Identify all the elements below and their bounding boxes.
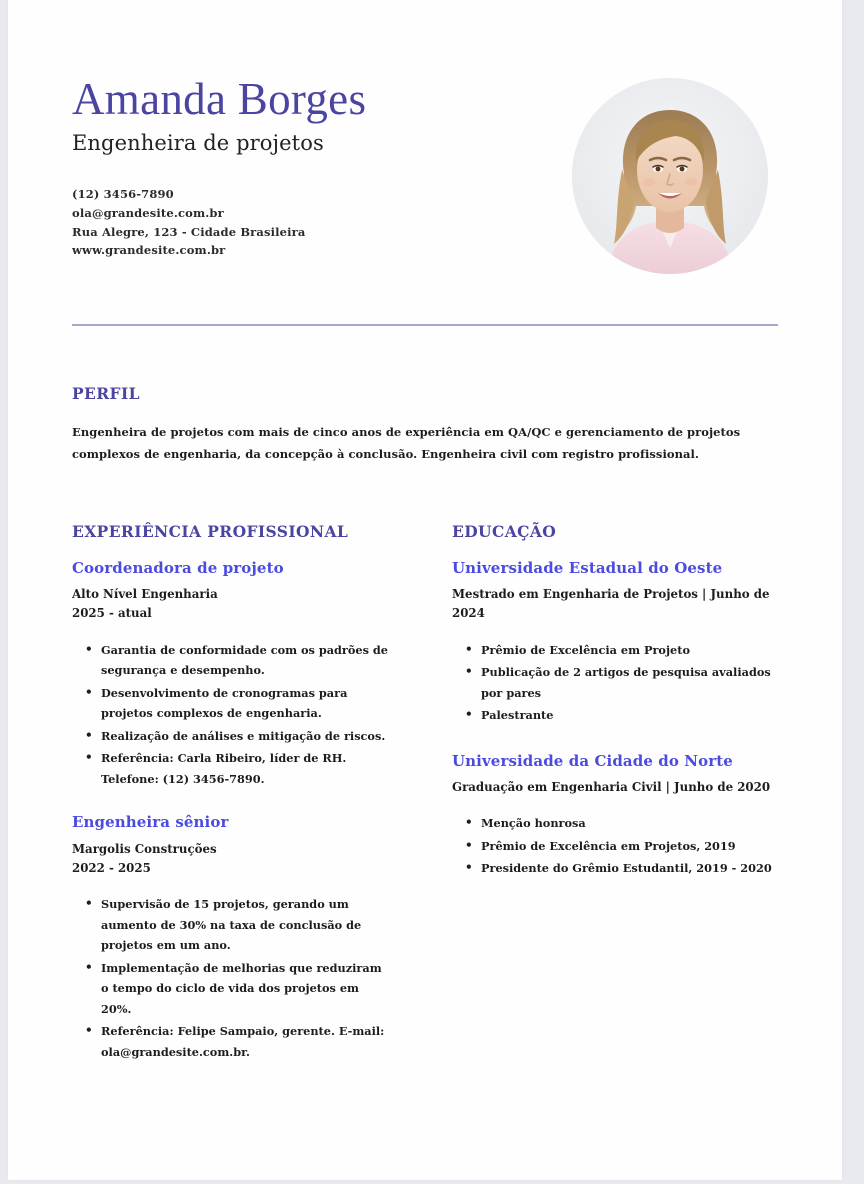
education-entry-degree: Graduação em Engenharia Civil | Junho de 2020 bbox=[452, 780, 771, 795]
education-entry-degree: Mestrado em Engenharia de Projetos | Junho de 2024 bbox=[452, 587, 770, 621]
section-heading-experiencia: EXPERIÊNCIA PROFISSIONAL bbox=[72, 521, 349, 541]
education-entry-bullets bbox=[452, 640, 772, 726]
list-item: • Referência: Carla Ribeiro, líder de RH. Telefone: (12) 3456-7890. bbox=[89, 748, 392, 789]
contact-email: ola@grandesite.com.br bbox=[72, 205, 224, 220]
experience-entry-title: Engenheira sênior bbox=[72, 813, 229, 832]
education-column bbox=[452, 522, 772, 881]
experience-entry bbox=[72, 813, 392, 1062]
experience-entry-bullets bbox=[72, 640, 392, 790]
contact-phone: (12) 3456-7890 bbox=[72, 187, 174, 202]
section-heading-educacao: EDUCAÇÃO bbox=[452, 521, 557, 541]
list-item: • Menção honrosa bbox=[469, 813, 772, 834]
experience-entry-bullets bbox=[72, 894, 392, 1062]
profile-photo-illustration bbox=[572, 78, 768, 274]
page-title: Amanda Borges bbox=[72, 74, 367, 124]
experience-entry-company: Margolis Construções bbox=[72, 841, 217, 856]
list-item: • Desenvolvimento de cronogramas para projetos complexos de engenharia. bbox=[89, 683, 392, 724]
body-columns bbox=[72, 522, 778, 1065]
resume-header bbox=[72, 62, 778, 280]
contact-website: www.grandesite.com.br bbox=[72, 243, 226, 258]
list-item: • Garantia de conformidade com os padrões de segurança e desempenho. bbox=[89, 640, 392, 681]
education-entry-school: Universidade Estadual do Oeste bbox=[452, 558, 723, 577]
profile-section bbox=[72, 384, 778, 466]
experience-entry bbox=[72, 559, 392, 790]
list-item: • Prêmio de Excelência em Projetos, 2019 bbox=[469, 836, 772, 857]
education-entry bbox=[452, 559, 772, 726]
list-item: • Implementação de melhorias que reduziram o tempo do ciclo de vida dos projetos em 20%. bbox=[89, 958, 392, 1020]
profile-text: Engenheira de projetos com mais de cinco anos de experiência em QA/QC e gerenciamento de projetos complexos de engenharia, da concepção à conclusão. Engenheira civil com registro profissional. bbox=[72, 425, 741, 462]
experience-entry-company: Alto Nível Engenharia bbox=[72, 587, 218, 602]
list-item: • Prêmio de Excelência em Projeto bbox=[469, 640, 772, 661]
list-item: • Realização de análises e mitigação de riscos. bbox=[89, 726, 392, 747]
list-item: • Presidente do Grêmio Estudantil, 2019 - 2020 bbox=[469, 858, 772, 879]
header-divider bbox=[72, 324, 778, 326]
list-item: • Referência: Felipe Sampaio, gerente. E-mail: ola@grandesite.com.br. bbox=[89, 1021, 392, 1062]
contact-address: Rua Alegre, 123 - Cidade Brasileira bbox=[72, 224, 306, 239]
job-title: Engenheira de projetos bbox=[72, 131, 324, 156]
avatar bbox=[572, 78, 768, 274]
header-text-block bbox=[72, 62, 572, 260]
contact-block bbox=[72, 185, 572, 260]
experience-entry-title: Coordenadora de projeto bbox=[72, 558, 284, 577]
profile-photo bbox=[572, 78, 768, 274]
education-entry bbox=[452, 752, 772, 879]
education-entry-school: Universidade da Cidade do Norte bbox=[452, 751, 733, 770]
experience-entry-dates: 2022 - 2025 bbox=[72, 861, 151, 875]
education-entry-bullets bbox=[452, 813, 772, 879]
resume-page bbox=[8, 0, 842, 1180]
list-item: • Supervisão de 15 projetos, gerando um aumento de 30% na taxa de conclusão de projetos em um ano. bbox=[89, 894, 392, 956]
experience-entry-dates: 2025 - atual bbox=[72, 606, 152, 621]
section-heading-perfil: PERFIL bbox=[72, 384, 140, 403]
list-item: • Publicação de 2 artigos de pesquisa avaliados por pares bbox=[469, 662, 772, 703]
experience-column bbox=[72, 522, 392, 1065]
list-item: • Palestrante bbox=[469, 705, 772, 726]
